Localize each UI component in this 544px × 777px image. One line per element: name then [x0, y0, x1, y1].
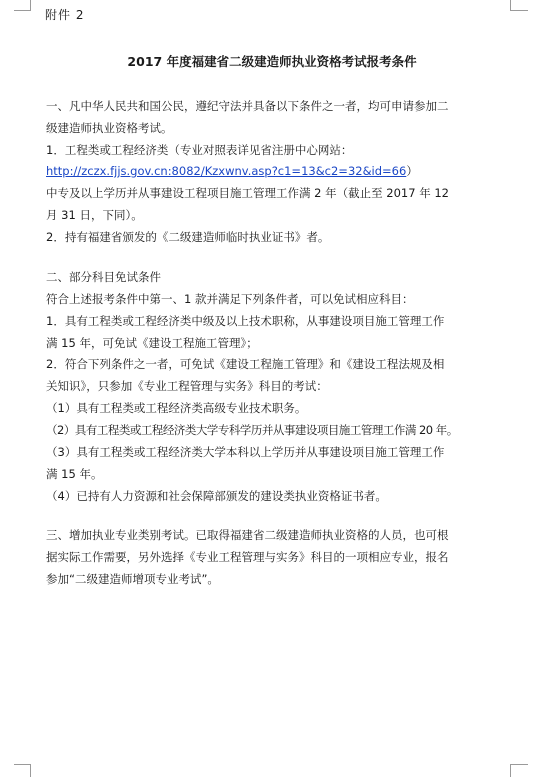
text-line: 一、凡中华人民共和国公民，遵纪守法并具备以下条件之一者，均可申请参加二	[46, 99, 449, 113]
text-line: 2．持有福建省颁发的《二级建造师临时执业证书》者。	[46, 230, 330, 244]
crop-mark-bottom-left-h	[14, 764, 31, 765]
text-line: 中专及以上学历并从事建设工程项目施工管理工作满 2 年（截止至 2017 年 12	[46, 186, 449, 200]
crop-mark-top-right-v	[510, 0, 511, 11]
text-line: 1．具有工程类或工程经济类中级及以上技术职称，从事建设项目施工管理工作	[46, 314, 445, 328]
text-line: （4）已持有人力资源和社会保障部颁发的建设类执业资格证书者。	[46, 489, 387, 503]
registry-center-link[interactable]: http://zczx.fjjs.gov.cn:8082/Kzxwnv.asp?c1=13&c2=32&id=66	[46, 164, 407, 178]
crop-mark-bottom-left-v	[30, 764, 31, 777]
text-line: （1）具有工程类或工程经济类高级专业技术职务。	[46, 401, 307, 415]
text-line: 关知识》，只参加《专业工程管理与实务》科目的考试：	[46, 379, 328, 393]
text-line: 级建造师执业资格考试。	[46, 121, 173, 135]
crop-mark-bottom-right-v	[510, 764, 511, 777]
section-heading: 二、部分科目免试条件	[46, 270, 161, 284]
crop-mark-top-left-v	[30, 0, 31, 11]
crop-mark-bottom-right-h	[510, 764, 528, 765]
text-line: （2）具有工程类或工程经济类大学专科学历并从事建设项目施工管理工作满 20 年。	[46, 423, 458, 437]
text-line: （3）具有工程类或工程经济类大学本科以上学历并从事建设项目施工管理工作	[46, 445, 445, 459]
text-line: 2．符合下列条件之一者，可免试《建设工程施工管理》和《建设工程法规及相	[46, 357, 445, 371]
url-line	[46, 164, 418, 178]
url-line-suffix: ）	[406, 164, 418, 178]
crop-mark-top-right-h	[510, 10, 528, 11]
section-heading: 三、增加执业专业类别考试。已取得福建省二级建造师执业资格的人员，也可根	[46, 528, 449, 542]
page-title: 2017 年度福建省二级建造师执业资格考试报考条件	[127, 54, 417, 69]
text-line: 月 31 日，下同）。	[46, 208, 143, 222]
text-line: 满 15 年。	[46, 467, 103, 481]
text-line: 参加“二级建造师增项专业考试”。	[46, 572, 219, 586]
text-line: 1．工程类或工程经济类（专业对照表详见省注册中心网站：	[46, 143, 353, 157]
text-line: 满 15 年，可免试《建设工程施工管理》；	[46, 336, 258, 350]
attachment-label: 附件 2	[45, 8, 85, 22]
text-line: 符合上述报考条件中第一、1 款并满足下列条件者，可以免试相应科目：	[46, 292, 414, 306]
crop-mark-top-left-h	[14, 10, 31, 11]
text-line: 据实际工作需要，另外选择《专业工程管理与实务》科目的一项相应专业，报名	[46, 550, 449, 564]
